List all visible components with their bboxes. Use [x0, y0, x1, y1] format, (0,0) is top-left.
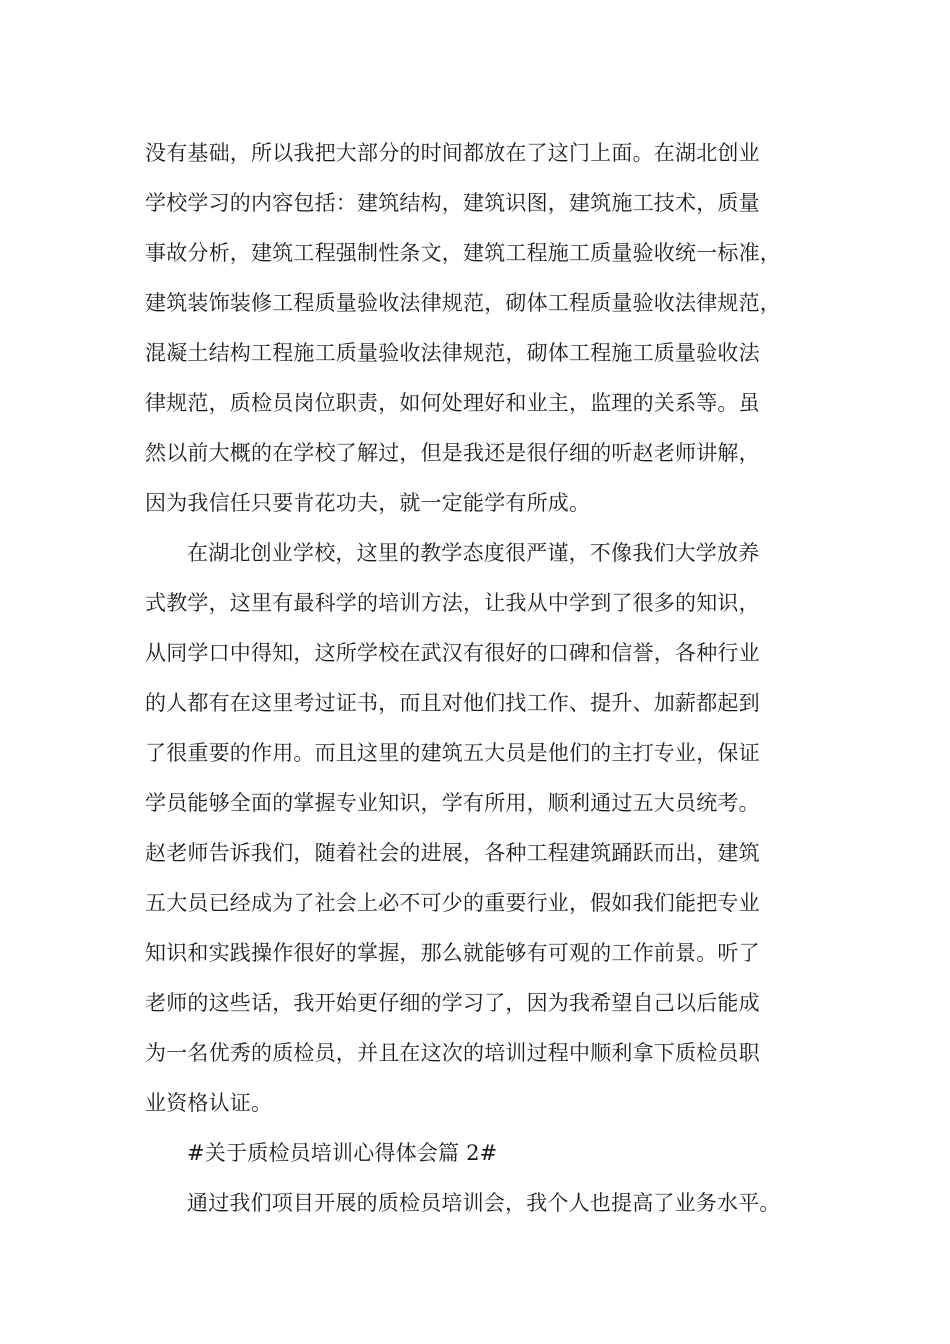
text-line: 了很重要的作用。而且这里的建筑五大员是他们的主打专业，保证	[145, 741, 760, 765]
text-line: 事故分析，建筑工程强制性条文，建筑工程施工质量验收统一标准，	[145, 241, 781, 265]
section-heading: #关于质检员培训心得体会篇 2#	[187, 1141, 498, 1165]
text-line: 律规范，质检员岗位职责，如何处理好和业主，监理的关系等。虽	[145, 391, 760, 415]
text-line: 建筑装饰装修工程质量验收法律规范，砌体工程质量验收法律规范，	[145, 291, 781, 315]
text-line: 混凝土结构工程施工质量验收法律规范，砌体工程施工质量验收法	[145, 341, 760, 365]
text-line: 没有基础，所以我把大部分的时间都放在了这门上面。在湖北创业	[145, 141, 760, 165]
text-line: 因为我信任只要肯花功夫，就一定能学有所成。	[145, 491, 591, 515]
document-body	[145, 128, 825, 1228]
text-line: 的人都有在这里考过证书，而且对他们找工作、提升、加薪都起到	[145, 691, 760, 715]
text-line: 然以前大概的在学校了解过，但是我还是很仔细的听赵老师讲解，	[145, 441, 760, 465]
text-line: 业资格认证。	[145, 1091, 273, 1115]
paragraph-2	[145, 528, 825, 1128]
text-line: 学校学习的内容包括：建筑结构，建筑识图，建筑施工技术，质量	[145, 191, 760, 215]
text-line: 五大员已经成为了社会上必不可少的重要行业，假如我们能把专业	[145, 891, 760, 915]
text-line: 知识和实践操作很好的掌握，那么就能够有可观的工作前景。听了	[145, 941, 760, 965]
text-line: 从同学口中得知，这所学校在武汉有很好的口碑和信誉，各种行业	[145, 641, 760, 665]
text-line: 在湖北创业学校，这里的教学态度很严谨，不像我们大学放养	[187, 541, 760, 565]
text-line: 赵老师告诉我们，随着社会的进展，各种工程建筑踊跃而出，建筑	[145, 841, 760, 865]
text-line: 通过我们项目开展的质检员培训会，我个人也提高了业务水平。	[187, 1191, 781, 1215]
text-line: 学员能够全面的掌握专业知识，学有所用，顺利通过五大员统考。	[145, 791, 760, 815]
text-line: 老师的这些话，我开始更仔细的学习了，因为我希望自己以后能成	[145, 991, 760, 1015]
text-line: 为一名优秀的质检员，并且在这次的培训过程中顺利拿下质检员职	[145, 1041, 760, 1065]
paragraph-3	[145, 1178, 825, 1228]
text-line: 式教学，这里有最科学的培训方法，让我从中学到了很多的知识，	[145, 591, 760, 615]
paragraph-1	[145, 128, 825, 528]
